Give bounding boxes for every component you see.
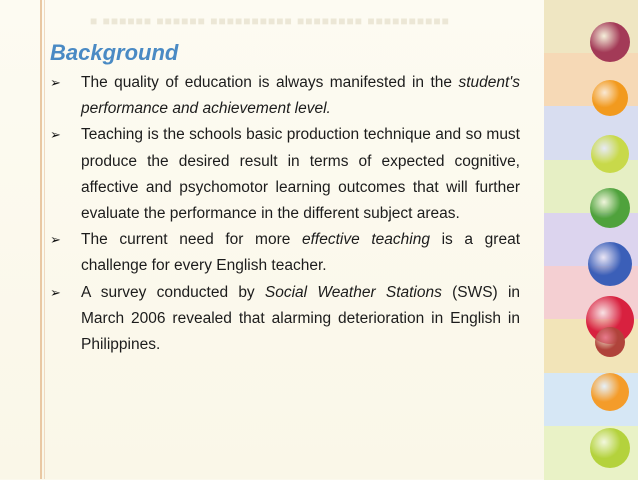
decorative-fruit-strip xyxy=(544,0,638,479)
faded-slide-title: ■ ■■■■■■ ■■■■■■ ■■■■■■■■■■ ■■■■■■■■ ■■■■■■■■■■ xyxy=(90,14,450,28)
fruit-icon xyxy=(590,428,630,468)
fruit-icon xyxy=(591,135,629,173)
bullet-text-italic: Social Weather Stations xyxy=(264,283,442,301)
bullet-text: is a great challenge for every English teacher. xyxy=(81,231,521,275)
fruit-icon xyxy=(592,80,628,116)
fruit-icon xyxy=(595,327,625,357)
bullet-text-italic: student's performance and achievement level. xyxy=(81,74,520,118)
fruit-icon xyxy=(588,242,632,286)
bullet-text-italic: effective teaching xyxy=(302,231,430,249)
bullet-text: (SWS) in March 2006 revealed that alarming deterioration in English in Philippines. xyxy=(81,283,521,354)
arrow-bullet-icon: ➢ xyxy=(50,75,61,90)
bullet-text: A survey conducted by xyxy=(81,283,265,301)
bullet-text: Teaching is the schools basic production technique and so must produce the desired result in terms of expected cognitive, affective and psychomotor learning outcomes that will further evaluate the performance in the different subject areas. xyxy=(81,126,520,223)
bullet-text: The current need for more xyxy=(81,231,302,249)
left-margin-rule-inner xyxy=(44,0,45,479)
bullet-text: The quality of education is always manifested in the xyxy=(81,74,459,91)
fruit-icon xyxy=(590,22,630,62)
bullet-item xyxy=(50,280,520,359)
bullet-item xyxy=(50,122,520,227)
arrow-bullet-icon: ➢ xyxy=(50,127,61,143)
left-margin-rule xyxy=(40,0,42,479)
arrow-bullet-icon: ➢ xyxy=(50,232,61,248)
bullet-list xyxy=(50,70,520,358)
fruit-icon xyxy=(591,373,629,411)
bullet-item xyxy=(50,227,520,279)
slide-heading: Background xyxy=(50,40,179,65)
fruit-icon xyxy=(590,188,630,228)
arrow-bullet-icon: ➢ xyxy=(50,284,61,300)
bullet-item xyxy=(50,70,520,122)
